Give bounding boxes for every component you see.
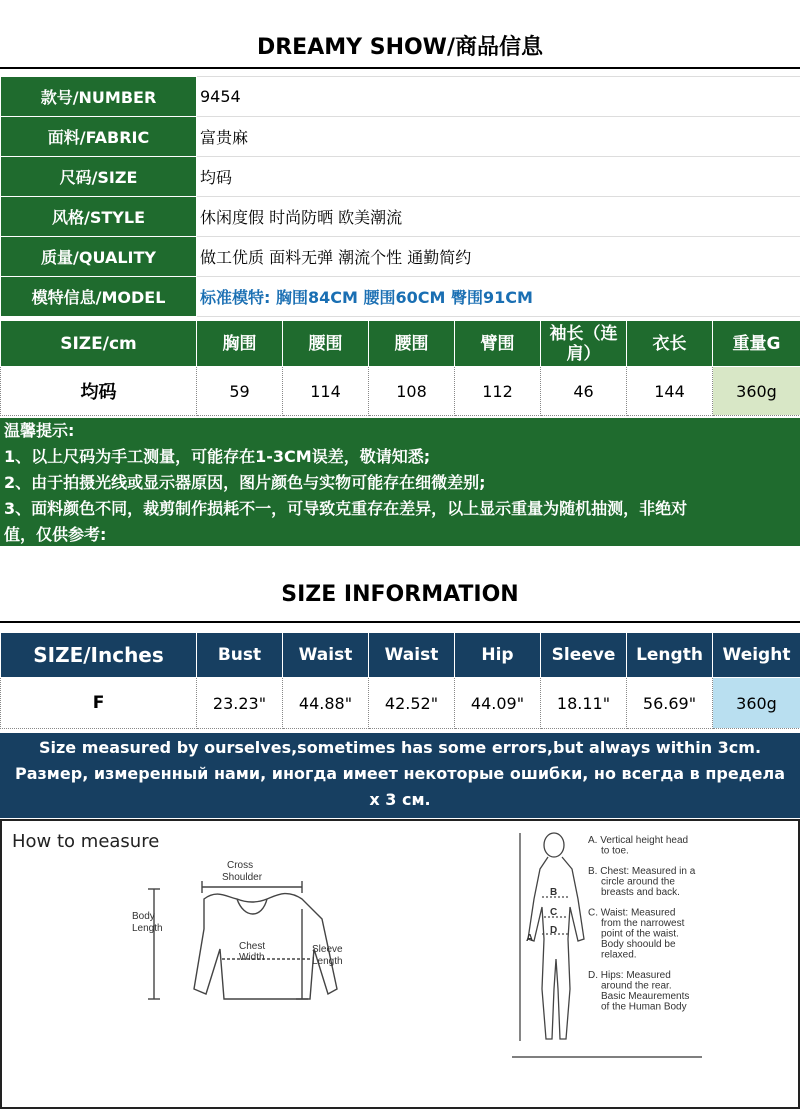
page-title-cn: DREAMY SHOW/商品信息: [256, 35, 543, 60]
guide-line: C. Waist: Measured: [588, 907, 676, 919]
label-cross: Cross: [227, 860, 254, 871]
spec-row: [1, 197, 800, 237]
label-chest: Chest: [239, 941, 266, 952]
label-c: C: [550, 907, 558, 918]
note-line: Размер, измеренный нами, иногда имеет некоторые ошибки, но всегда в предела: [14, 764, 785, 783]
size-inches-table: [0, 632, 800, 729]
size-header-cell: Weight: [713, 633, 800, 678]
spec-row: [1, 237, 800, 277]
label-body-length: Length: [132, 923, 163, 934]
spec-row: [1, 117, 800, 157]
size-value-cell: 23.23": [197, 678, 283, 729]
guide-line: point of the waist.: [601, 928, 679, 940]
size-value-cell: F: [1, 678, 197, 729]
spec-row: [1, 77, 800, 117]
size-value-cell: 112: [455, 367, 541, 416]
how-to-measure-heading: How to measure: [12, 831, 160, 852]
note-line: 温馨提示:: [4, 421, 75, 440]
spec-value: 做工优质 面料无弹 潮流个性 通勤简约: [197, 237, 800, 277]
size-header-cell: Waist: [369, 633, 455, 678]
size-header-cell: Length: [627, 633, 713, 678]
size-header-cell: Sleeve: [541, 633, 627, 678]
size-value-cell: 360g: [713, 367, 800, 416]
label-b: B: [550, 887, 558, 898]
size-header-cell: Hip: [455, 633, 541, 678]
guide-line: to toe.: [601, 845, 629, 857]
note-line: 1、以上尺码为手工测量，可能存在1-3CM误差，敬请知悉;: [4, 447, 431, 466]
size-value-cell: 56.69": [627, 678, 713, 729]
size-header-cell: 腰围: [283, 321, 369, 367]
size-cm-table: [0, 320, 800, 416]
size-header-cell: 胸围: [197, 321, 283, 367]
size-value-cell: 46: [541, 367, 627, 416]
note-line: 值，仅供参考:: [4, 525, 107, 544]
label-sleeve: Sleeve: [312, 944, 343, 955]
note-line: 2、由于拍摄光线或显示器原因，图片颜色与实物可能存在细微差别;: [4, 473, 486, 492]
label-d: D: [550, 925, 558, 936]
spec-key: 款号/NUMBER: [1, 77, 197, 117]
size-value-cell: 44.88": [283, 678, 369, 729]
size-header-cell: 重量G: [713, 321, 800, 367]
size-value-cell: 108: [369, 367, 455, 416]
size-header-cell: Bust: [197, 633, 283, 678]
size-value-cell: 44.09": [455, 678, 541, 729]
divider: [0, 621, 800, 623]
note-line: Size measured by ourselves,sometimes has some errors,but always within 3cm.: [38, 738, 762, 757]
spec-key: 模特信息/MODEL: [1, 277, 197, 317]
spec-value: 9454: [197, 77, 800, 117]
guide-line: from the narrowest: [601, 918, 685, 929]
sweater-diagram: [132, 859, 452, 1029]
size-value-cell: 144: [627, 367, 713, 416]
note-line: 3、面料颜色不同，裁剪制作损耗不一，可导致克重存在差异，以上显示重量为随机抽测，非绝对: [4, 499, 688, 518]
size-value-cell: 114: [283, 367, 369, 416]
label-shoulder: Shoulder: [222, 872, 263, 883]
spec-value: 标准模特: 胸围84CM 腰围60CM 臀围91CM: [197, 277, 800, 317]
notes-cn: [0, 418, 800, 546]
size-value-cell: 均码: [1, 367, 197, 416]
size-header-cell: Waist: [283, 633, 369, 678]
guide-line: Basic Meaurements: [601, 991, 690, 1002]
size-value-cell: 42.52": [369, 678, 455, 729]
spec-value: 休闲度假 时尚防晒 欧美潮流: [197, 197, 800, 237]
guide-line: D. Hips: Measured: [588, 970, 671, 981]
body-diagram: [512, 829, 702, 1069]
spec-table: [0, 76, 800, 317]
size-value-cell: 360g: [713, 678, 800, 729]
how-to-measure-panel: [0, 819, 800, 1109]
label-sleeve-length: Length: [312, 956, 343, 967]
note-line: х 3 см.: [369, 790, 431, 809]
size-header-cell: 衣长: [627, 321, 713, 367]
guide-line: around the rear.: [601, 980, 672, 992]
size-info-title: SIZE INFORMATION: [281, 582, 519, 607]
spec-row: [1, 277, 800, 317]
divider: [0, 67, 800, 69]
notes-en: [0, 733, 800, 818]
size-header-cell: SIZE/cm: [1, 321, 197, 367]
size-header-cell: SIZE/Inches: [1, 633, 197, 678]
guide-line: Body shoould be: [601, 939, 676, 950]
spec-row: [1, 157, 800, 197]
spec-key: 质量/QUALITY: [1, 237, 197, 277]
guide-line: of the Human Body: [601, 1001, 687, 1013]
spec-key: 面料/FABRIC: [1, 117, 197, 157]
label-width: Width: [239, 952, 265, 963]
spec-key: 尺码/SIZE: [1, 157, 197, 197]
label-a: A: [526, 933, 534, 944]
guide-line: B. Chest: Measured in a: [588, 866, 696, 877]
guide-line: relaxed.: [601, 949, 637, 961]
size-value-cell: 18.11": [541, 678, 627, 729]
label-body: Body: [132, 911, 155, 922]
guide-line: breasts and back.: [601, 887, 680, 898]
guide-line: circle around the: [601, 876, 675, 888]
guide-line: A. Vertical height head: [588, 835, 689, 846]
size-header-cell: 臂围: [455, 321, 541, 367]
spec-value: 富贵麻: [197, 117, 800, 157]
size-header-cell: 腰围: [369, 321, 455, 367]
size-header-cell: 袖长（连肩）: [541, 321, 627, 367]
spec-value: 均码: [197, 157, 800, 197]
spec-key: 风格/STYLE: [1, 197, 197, 237]
size-value-cell: 59: [197, 367, 283, 416]
